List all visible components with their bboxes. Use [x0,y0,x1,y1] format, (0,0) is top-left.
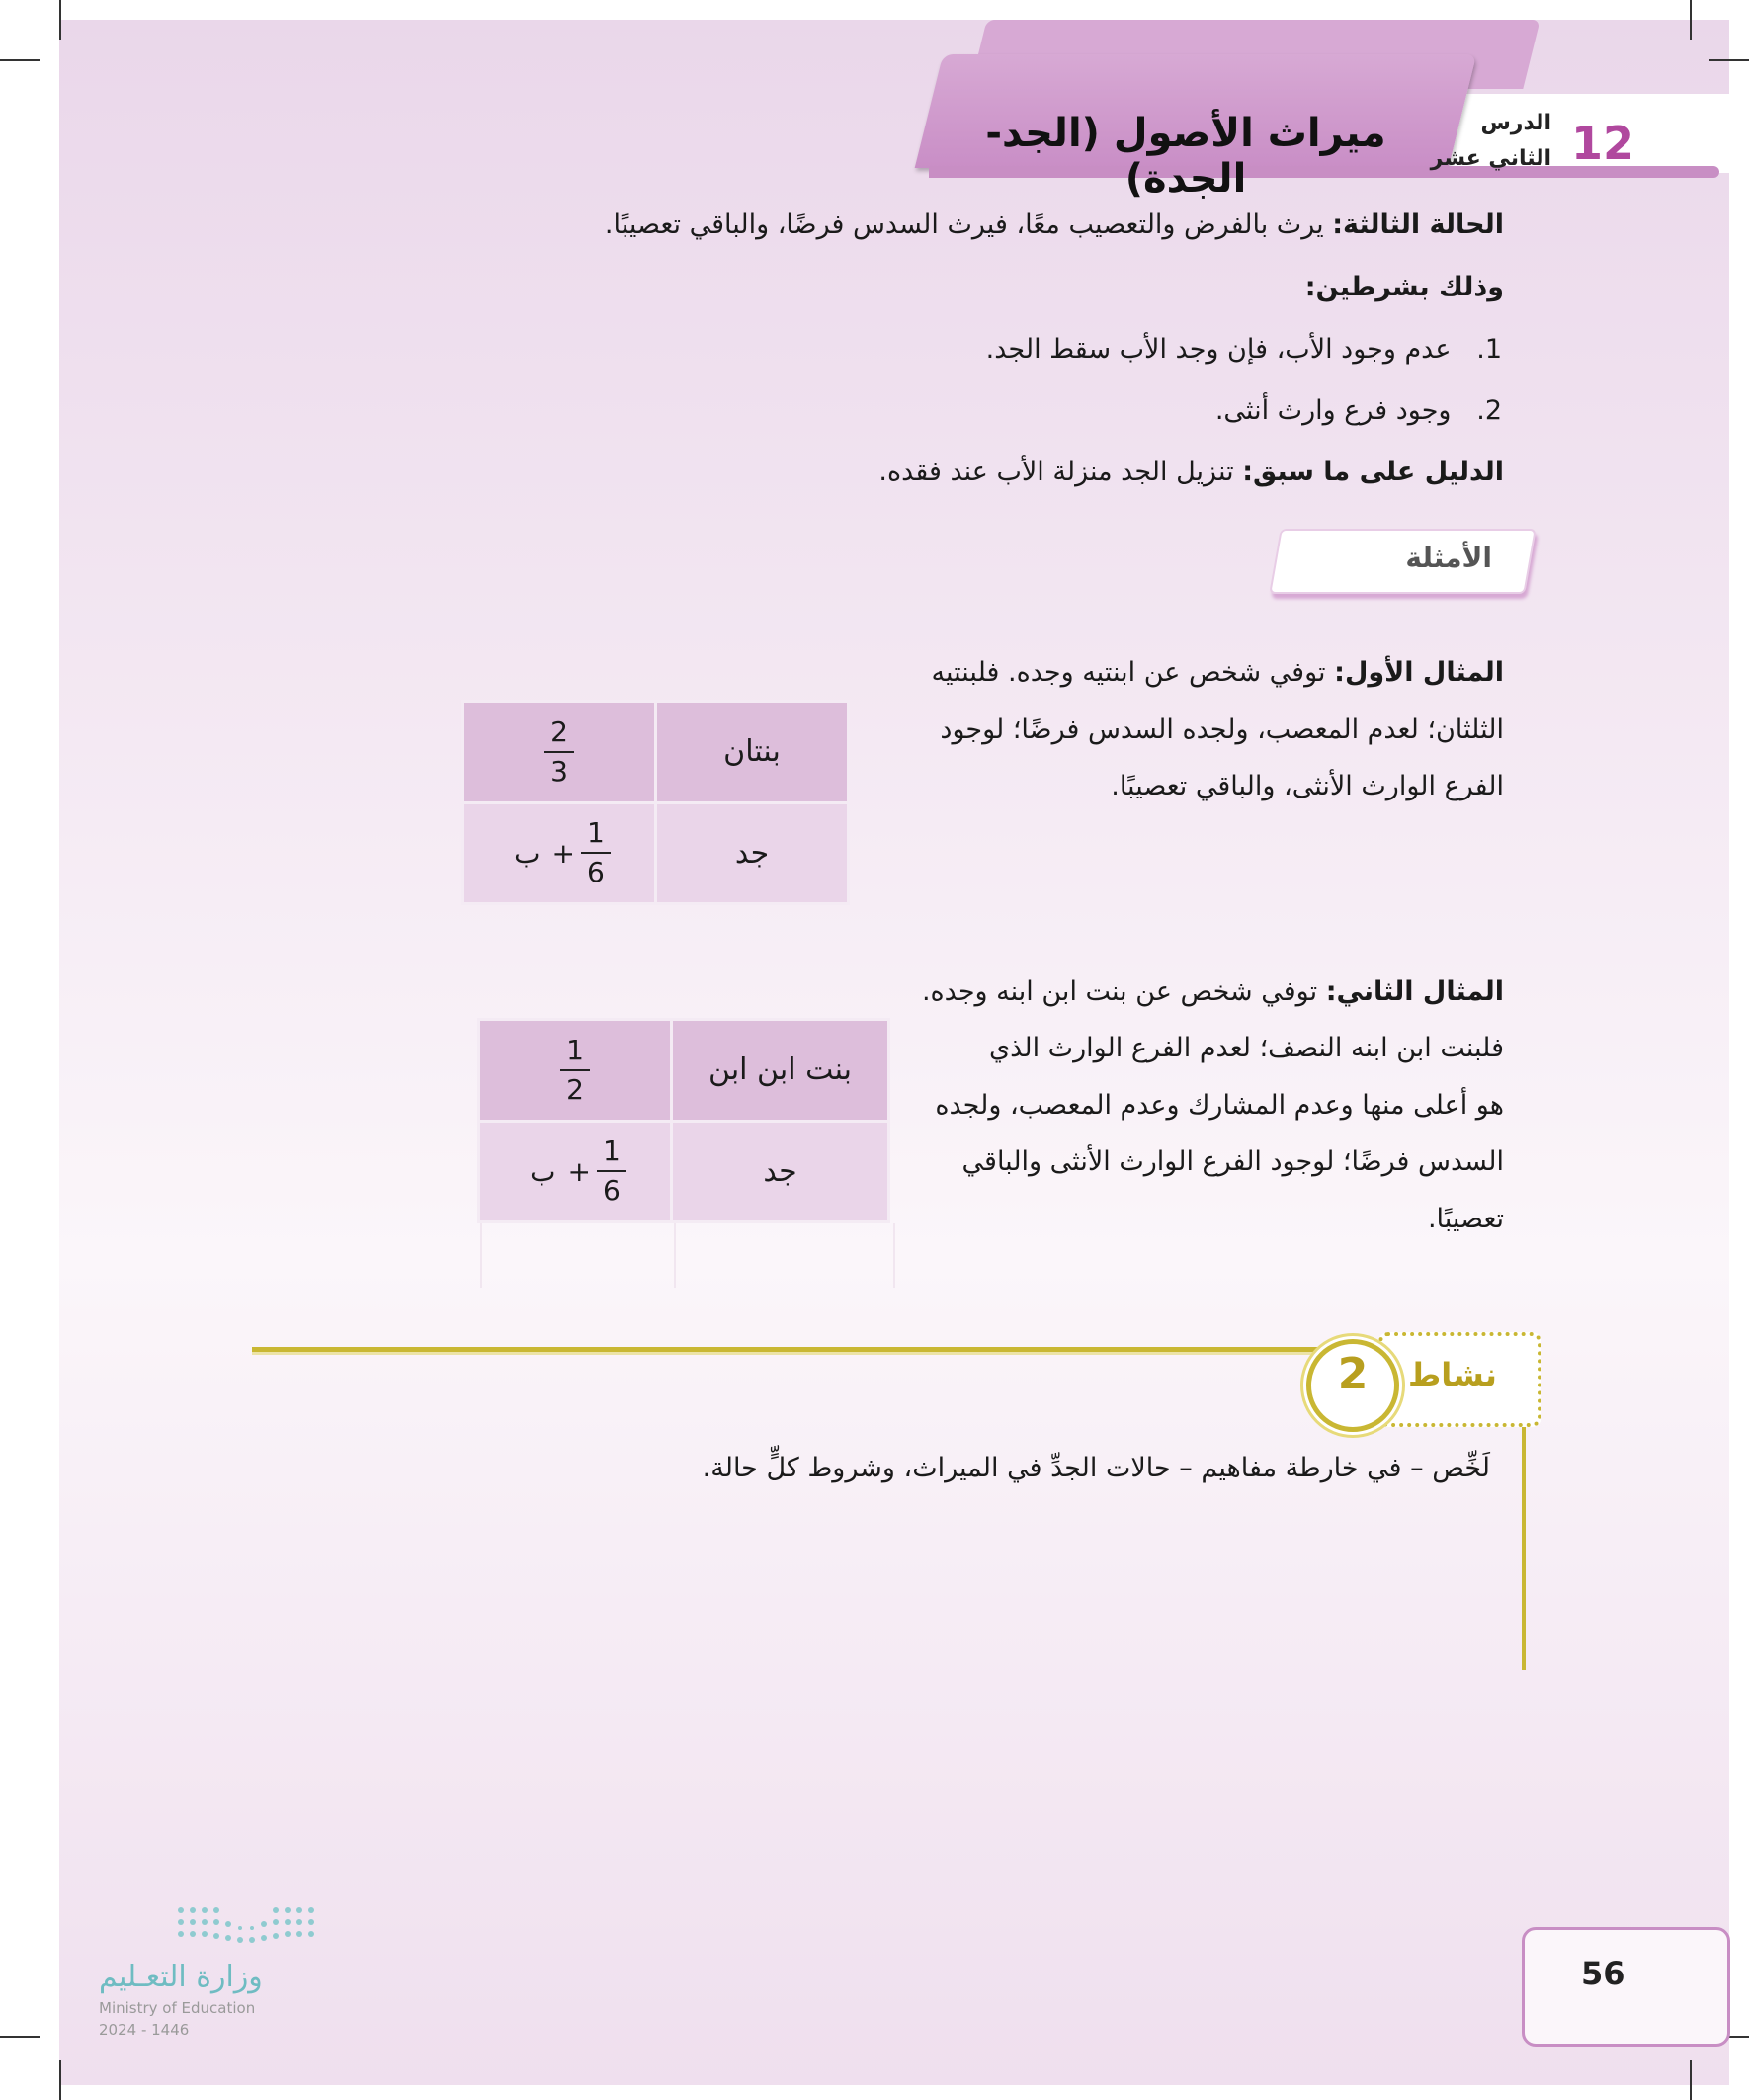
activity-text: لَخِّص – في خارطة مفاهيم – حالات الجدِّ في الميراث، وشروط كلٍّ حالة. [702,1453,1490,1483]
crop-mark [59,0,61,40]
table-row [464,703,847,801]
crop-mark [1709,59,1749,61]
evidence-text: تنزيل الجد منزلة الأب عند فقده. [878,457,1243,487]
case3-text: يرث بالفرض والتعصيب معًا، فيرث السدس فرضًا، والباقي تعصيبًا. [604,210,1333,240]
crop-mark [59,2060,61,2100]
example1-line: الفرع الوارث الأنثى، والباقي تعصيبًا. [1111,771,1504,801]
table-row [464,804,847,903]
fraction [597,1133,626,1210]
condition-item [1215,395,1502,426]
fraction [560,1032,590,1109]
evidence-paragraph [878,457,1504,487]
table-cell-heir: بنتان [657,703,847,801]
remainder-symbol: ب [514,836,541,870]
case3-paragraph [605,210,1504,240]
condition-number: 2. [1476,395,1502,426]
example2-line: تعصيبًا. [1427,1204,1504,1234]
activity-vertical-rule [1522,1413,1526,1670]
table-empty-row [480,1223,895,1288]
evidence-label: الدليل على ما سبق: [1242,457,1504,487]
activity-label: نشاط [1408,1356,1497,1393]
fraction-denominator: 2 [566,1072,584,1106]
edition-year: 2024 - 1446 [99,2021,190,2039]
fraction-numerator: 1 [597,1133,626,1172]
crop-mark [1690,0,1692,40]
table-cell-heir: جد [673,1123,887,1221]
ministry-logo-icon [173,1902,321,1952]
ministry-name-english: Ministry of Education [99,1999,256,2017]
table-cell-share [480,1021,670,1120]
lesson-word: الدرس [1480,111,1551,135]
crop-mark [1690,2060,1692,2100]
example1-line [932,657,1505,688]
table-row [480,1021,887,1120]
fraction-numerator: 2 [544,714,574,753]
fraction-numerator: 1 [581,814,611,854]
fraction [544,714,574,791]
condition-item [986,334,1502,365]
example2-line: هو أعلى منها وعدم المشارك وعدم المعصب، ولجده [935,1090,1504,1121]
lesson-ordinal: الثاني عشر [1430,146,1551,171]
page-number: 56 [1581,1955,1625,1992]
table-row [480,1123,887,1221]
crop-mark [0,2036,40,2038]
example2-line: فلبنت ابن ابنه النصف؛ لعدم الفرع الوارث الذي [989,1033,1504,1063]
table-cell-heir: بنت ابن ابن [673,1021,887,1120]
fraction-denominator: 6 [603,1174,621,1208]
example2-line: السدس فرضًا؛ لوجود الفرع الوارث الأنثى والباقي [961,1146,1504,1177]
table-cell-share [464,703,654,801]
table-cell-heir: جد [657,804,847,903]
condition-text: عدم وجود الأب، فإن وجد الأب سقط الجد. [985,334,1452,365]
plus-sign: + [551,836,575,870]
example2-line [922,976,1504,1007]
page-number-box [1522,1927,1730,2047]
example2-label: المثال الثاني: [1325,976,1504,1007]
crop-mark [0,59,40,61]
conditions-heading: وذلك بشرطين: [1304,272,1504,302]
example1-table [461,700,850,905]
activity-number: 2 [1337,1349,1369,1399]
remainder-symbol: ب [530,1154,556,1188]
lesson-title: ميراث الأصول (الجد-الجدة) [985,111,1386,202]
fraction-denominator: 3 [550,754,568,788]
examples-tab-label: الأمثلة [1405,542,1492,574]
case3-label: الحالة الثالثة: [1332,210,1504,240]
ministry-name-arabic: وزارة التعـليم [99,1960,263,1994]
condition-text: وجود فرع وارث أنثى. [1214,395,1452,426]
fraction-denominator: 6 [587,856,605,889]
example1-label: المثال الأول: [1334,657,1504,688]
lesson-number: 12 [1571,117,1635,170]
example2-table [477,1018,890,1223]
fraction [581,814,611,891]
table-cell-share [480,1123,670,1221]
example1-line: الثلثان؛ لعدم المعصب، ولجده السدس فرضًا؛ لوجود [940,714,1504,745]
plus-sign: + [567,1154,591,1188]
fraction-numerator: 1 [560,1032,590,1071]
example2-text: توفي شخص عن بنت ابن ابنه وجده. [921,976,1326,1007]
condition-number: 1. [1476,334,1502,365]
table-cell-share [464,804,654,903]
table-divider [674,1223,676,1288]
example1-text: توفي شخص عن ابنتيه وجده. فلبنتيه [931,657,1335,688]
